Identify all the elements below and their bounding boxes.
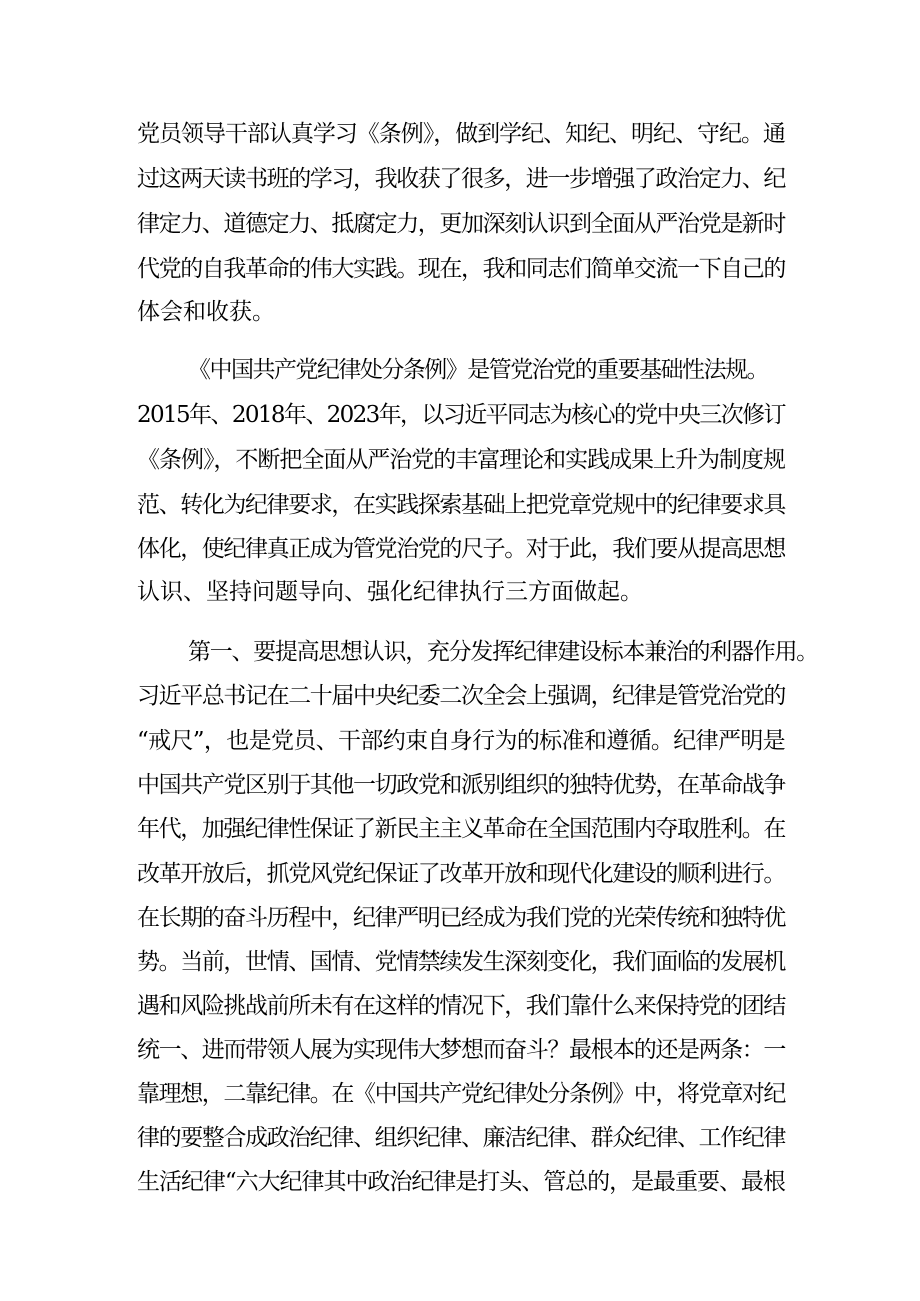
text-line: 统一、进而带领人展为实现伟大梦想而奋斗？最根本的还是两条：一 — [137, 1037, 786, 1063]
text-line: 习近平总书记在二十届中央纪委二次全会上强调，纪律是管党治党的 — [137, 683, 786, 709]
text-line: 第一、要提高思想认识，充分发挥纪律建设标本兼治的利器作用。 — [188, 639, 818, 665]
text-line: 党员领导干部认真学习《条例》，做到学纪、知纪、明纪、守纪。通 — [137, 121, 785, 147]
text-line: 律的要整合成政治纪律、组织纪律、廉洁纪律、群众纪律、工作纪律 — [137, 1125, 786, 1151]
text-line: “戒尺”，也是党员、干部约束自身行为的标准和遵循。纪律严明是 — [137, 728, 786, 754]
text-line: 体会和收获。 — [137, 299, 275, 325]
text-line: 遇和风险挑战前所未有在这样的情况下，我们靠什么来保持党的团结 — [137, 993, 786, 1019]
text-line: 年代，加强纪律性保证了新民主主义革命在全国范围内夺取胜利。在 — [137, 816, 786, 842]
text-line: 2015年、2018年、2023年，以习近平同志为核心的党中央三次修订 — [137, 402, 785, 428]
text-line: 改革开放后，抓党风党纪保证了改革开放和现代化建设的顺利进行。 — [137, 861, 786, 887]
text-line: 认识、坚持问题导向、强化纪律执行三方面做起。 — [137, 579, 643, 605]
text-line: 生活纪律“六大纪律其中政治纪律是打头、管总的，是最重要、最根 — [137, 1169, 785, 1195]
text-line: 律定力、道德定力、抵腐定力，更加深刻认识到全面从严治党是新时 — [137, 211, 786, 237]
text-line: 体化，使纪律真正成为管党治党的尺子。对于此，我们要从提高思想 — [137, 536, 786, 562]
text-line: 势。当前，世情、国情、党情禁续发生深刻变化，我们面临的发展机 — [137, 949, 786, 975]
text-line: 范、转化为纪律要求，在实践探索基础上把党章党规中的纪律要求具 — [137, 492, 786, 518]
text-line: 《中国共产党纪律处分条例》是管党治党的重要基础性法规。 — [188, 357, 768, 383]
text-line: 过这两天读书班的学习，我收获了很多，进一步增强了政治定力、纪 — [137, 166, 786, 192]
text-line: 《条例》，不断把全面从严治党的丰富理论和实践成果上升为制度规 — [137, 447, 785, 473]
text-line: 在长期的奋斗历程中，纪律严明已经成为我们党的光荣传统和独特优 — [137, 905, 786, 931]
text-line: 靠理想，二靠纪律。在《中国共产党纪律处分条例》中，将党章对纪 — [137, 1081, 786, 1107]
text-line: 中国共产党区别于其他一切政党和派别组织的独特优势，在革命战争 — [137, 772, 786, 798]
text-line: 代党的自我革命的伟大实践。现在，我和同志们简单交流一下自己的 — [137, 256, 786, 282]
